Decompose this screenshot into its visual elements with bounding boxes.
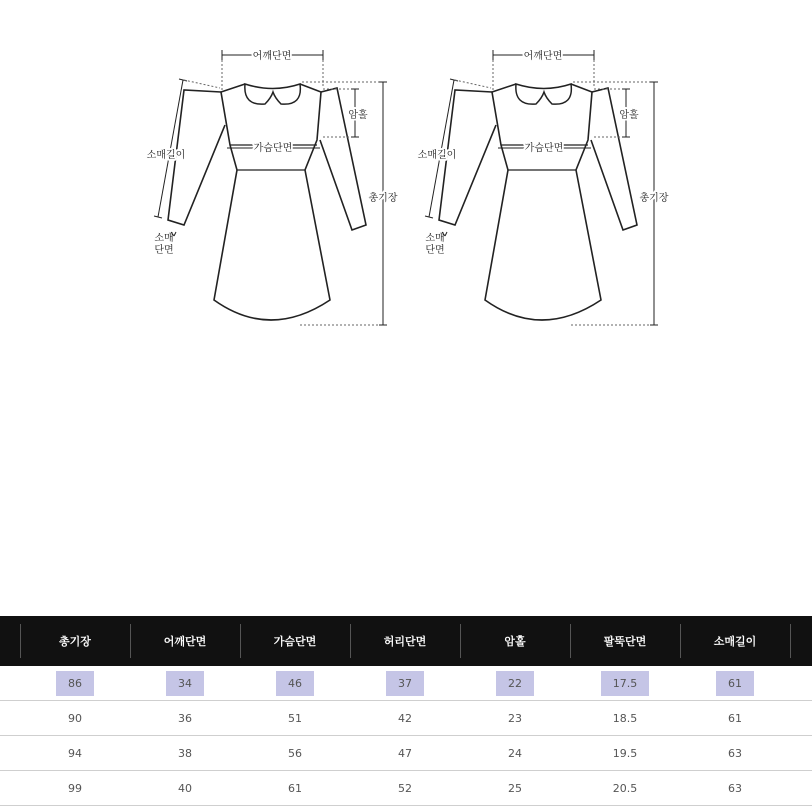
table-cell: 63 bbox=[728, 746, 742, 760]
cuff-label-line1: 소매 bbox=[154, 233, 174, 244]
table-cell: 25 bbox=[508, 781, 522, 795]
highlighted-value: 37 bbox=[386, 671, 424, 696]
table-cell: 56 bbox=[288, 746, 302, 760]
sleeve-length-label: 소매길이 bbox=[417, 150, 457, 161]
size-table bbox=[0, 616, 812, 806]
table-cell bbox=[570, 666, 680, 700]
chest-label: 가슴단면 bbox=[253, 143, 293, 154]
table-cell: 94 bbox=[68, 746, 82, 760]
dress-diagram-right bbox=[418, 49, 669, 325]
total-length-label: 총기장 bbox=[639, 193, 669, 204]
cuff-label-line1: 소매 bbox=[425, 233, 445, 244]
header-chest: 가슴단면 bbox=[273, 635, 317, 648]
header-divider bbox=[790, 624, 791, 658]
table-cell bbox=[130, 666, 240, 700]
table-cell: 36 bbox=[178, 711, 192, 725]
shoulder-label: 어깨단면 bbox=[252, 51, 292, 62]
table-cell: 63 bbox=[728, 781, 742, 795]
table-cell bbox=[460, 666, 570, 700]
table-cell bbox=[20, 666, 130, 700]
sleeve-length-label: 소매길이 bbox=[146, 150, 186, 161]
table-cell: 61 bbox=[728, 711, 742, 725]
table-row bbox=[0, 771, 812, 806]
highlighted-value: 34 bbox=[166, 671, 204, 696]
header-armhole: 암홀 bbox=[504, 635, 526, 648]
shoulder-label: 어깨단면 bbox=[523, 51, 563, 62]
header-waist: 허리단면 bbox=[383, 635, 427, 648]
armhole-label: 암홀 bbox=[348, 110, 368, 121]
dress-diagram-svg bbox=[0, 0, 812, 400]
table-cell: 42 bbox=[398, 711, 412, 725]
highlighted-value: 22 bbox=[496, 671, 534, 696]
highlighted-value: 46 bbox=[276, 671, 314, 696]
table-cell: 90 bbox=[68, 711, 82, 725]
table-cell: 23 bbox=[508, 711, 522, 725]
table-row bbox=[0, 701, 812, 736]
total-length-label: 총기장 bbox=[368, 193, 398, 204]
table-cell: 52 bbox=[398, 781, 412, 795]
table-cell: 61 bbox=[288, 781, 302, 795]
table-row bbox=[0, 736, 812, 771]
table-cell: 47 bbox=[398, 746, 412, 760]
table-cell: 40 bbox=[178, 781, 192, 795]
cuff-label-line2: 단면 bbox=[425, 245, 445, 256]
chest-label: 가슴단면 bbox=[524, 143, 564, 154]
table-cell: 18.5 bbox=[612, 711, 638, 725]
size-table-header bbox=[0, 616, 812, 666]
table-cell bbox=[680, 666, 790, 700]
header-upper-arm: 팔뚝단면 bbox=[603, 635, 647, 648]
table-row bbox=[0, 666, 812, 701]
header-shoulder: 어깨단면 bbox=[163, 635, 207, 648]
table-cell: 99 bbox=[68, 781, 82, 795]
table-cell bbox=[240, 666, 350, 700]
cuff-label-line2: 단면 bbox=[154, 245, 174, 256]
table-cell: 38 bbox=[178, 746, 192, 760]
armhole-label: 암홀 bbox=[619, 110, 639, 121]
table-cell bbox=[350, 666, 460, 700]
dress-diagram-left bbox=[147, 49, 398, 325]
header-sleeve-length: 소매길이 bbox=[713, 635, 757, 648]
highlighted-value: 86 bbox=[56, 671, 94, 696]
table-cell: 24 bbox=[508, 746, 522, 760]
size-diagrams bbox=[0, 0, 812, 400]
table-cell: 51 bbox=[288, 711, 302, 725]
table-cell: 19.5 bbox=[612, 746, 638, 760]
table-cell: 20.5 bbox=[612, 781, 638, 795]
header-total-length: 총기장 bbox=[59, 635, 91, 648]
highlighted-value: 17.5 bbox=[601, 671, 650, 696]
highlighted-value: 61 bbox=[716, 671, 754, 696]
